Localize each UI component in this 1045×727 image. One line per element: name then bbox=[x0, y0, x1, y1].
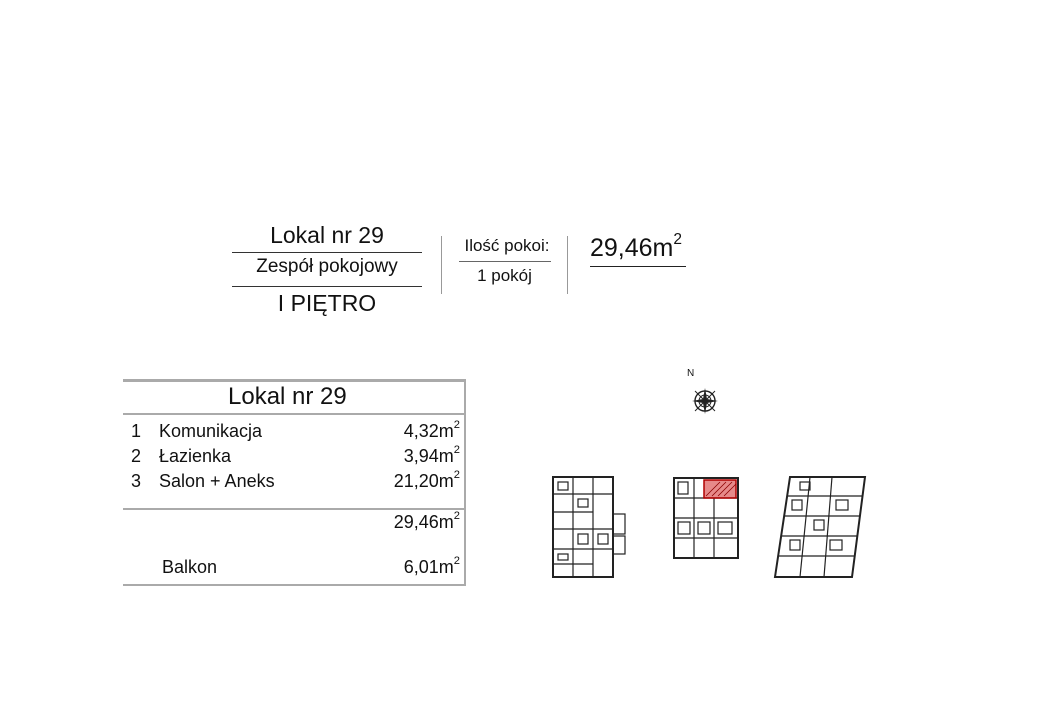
room-num: 2 bbox=[131, 446, 142, 466]
balkon-area bbox=[403, 554, 460, 578]
area-sup: 2 bbox=[453, 443, 460, 456]
total-area bbox=[590, 230, 683, 263]
sum-area-value: 29,46m bbox=[393, 512, 454, 532]
header-divider-1 bbox=[232, 252, 422, 253]
building-plan-left bbox=[548, 474, 634, 580]
area-sup: 2 bbox=[453, 509, 460, 522]
room-num: 1 bbox=[131, 421, 142, 441]
compass-north-label: N bbox=[687, 368, 695, 379]
table-title-divider bbox=[123, 413, 466, 415]
header-vdivider-2 bbox=[567, 236, 568, 294]
header-divider-2 bbox=[232, 286, 422, 287]
table-right-border bbox=[464, 379, 466, 586]
table-sum-divider bbox=[123, 508, 466, 510]
total-area-value: 29,46m bbox=[590, 234, 674, 262]
area-sup: 2 bbox=[453, 554, 460, 567]
header-vdivider-1 bbox=[441, 236, 442, 294]
room-name: Łazienka bbox=[159, 446, 232, 466]
compass-icon bbox=[690, 386, 720, 416]
building-plan-middle bbox=[670, 474, 740, 564]
table-title: Lokal nr 29 bbox=[228, 383, 347, 410]
rooms-divider bbox=[459, 261, 551, 262]
balkon-area-value: 6,01m bbox=[403, 557, 454, 577]
room-area-value: 4,32m bbox=[403, 421, 454, 441]
area-sup: 2 bbox=[453, 418, 460, 431]
unit-type: Zespół pokojowy bbox=[256, 256, 398, 277]
sum-area bbox=[393, 509, 460, 533]
total-area-underline bbox=[590, 266, 686, 267]
floor-label: I PIĘTRO bbox=[277, 290, 377, 316]
unit-title: Lokal nr 29 bbox=[270, 222, 384, 248]
table-top-border bbox=[123, 379, 466, 382]
rooms-value: 1 pokój bbox=[477, 266, 532, 285]
room-area bbox=[403, 418, 460, 442]
room-area-value: 21,20m bbox=[393, 471, 454, 491]
room-name: Salon + Aneks bbox=[159, 471, 275, 491]
room-area bbox=[403, 443, 460, 467]
table-bottom-border bbox=[123, 584, 466, 586]
rooms-label: Ilość pokoi: bbox=[464, 236, 550, 255]
room-name: Komunikacja bbox=[159, 421, 263, 441]
total-area-unit-sup: 2 bbox=[673, 230, 683, 248]
room-num: 3 bbox=[131, 471, 142, 491]
area-sup: 2 bbox=[453, 468, 460, 481]
building-plan-right bbox=[770, 474, 868, 580]
balkon-label: Balkon bbox=[162, 557, 218, 577]
room-area-value: 3,94m bbox=[403, 446, 454, 466]
room-area bbox=[393, 468, 460, 492]
